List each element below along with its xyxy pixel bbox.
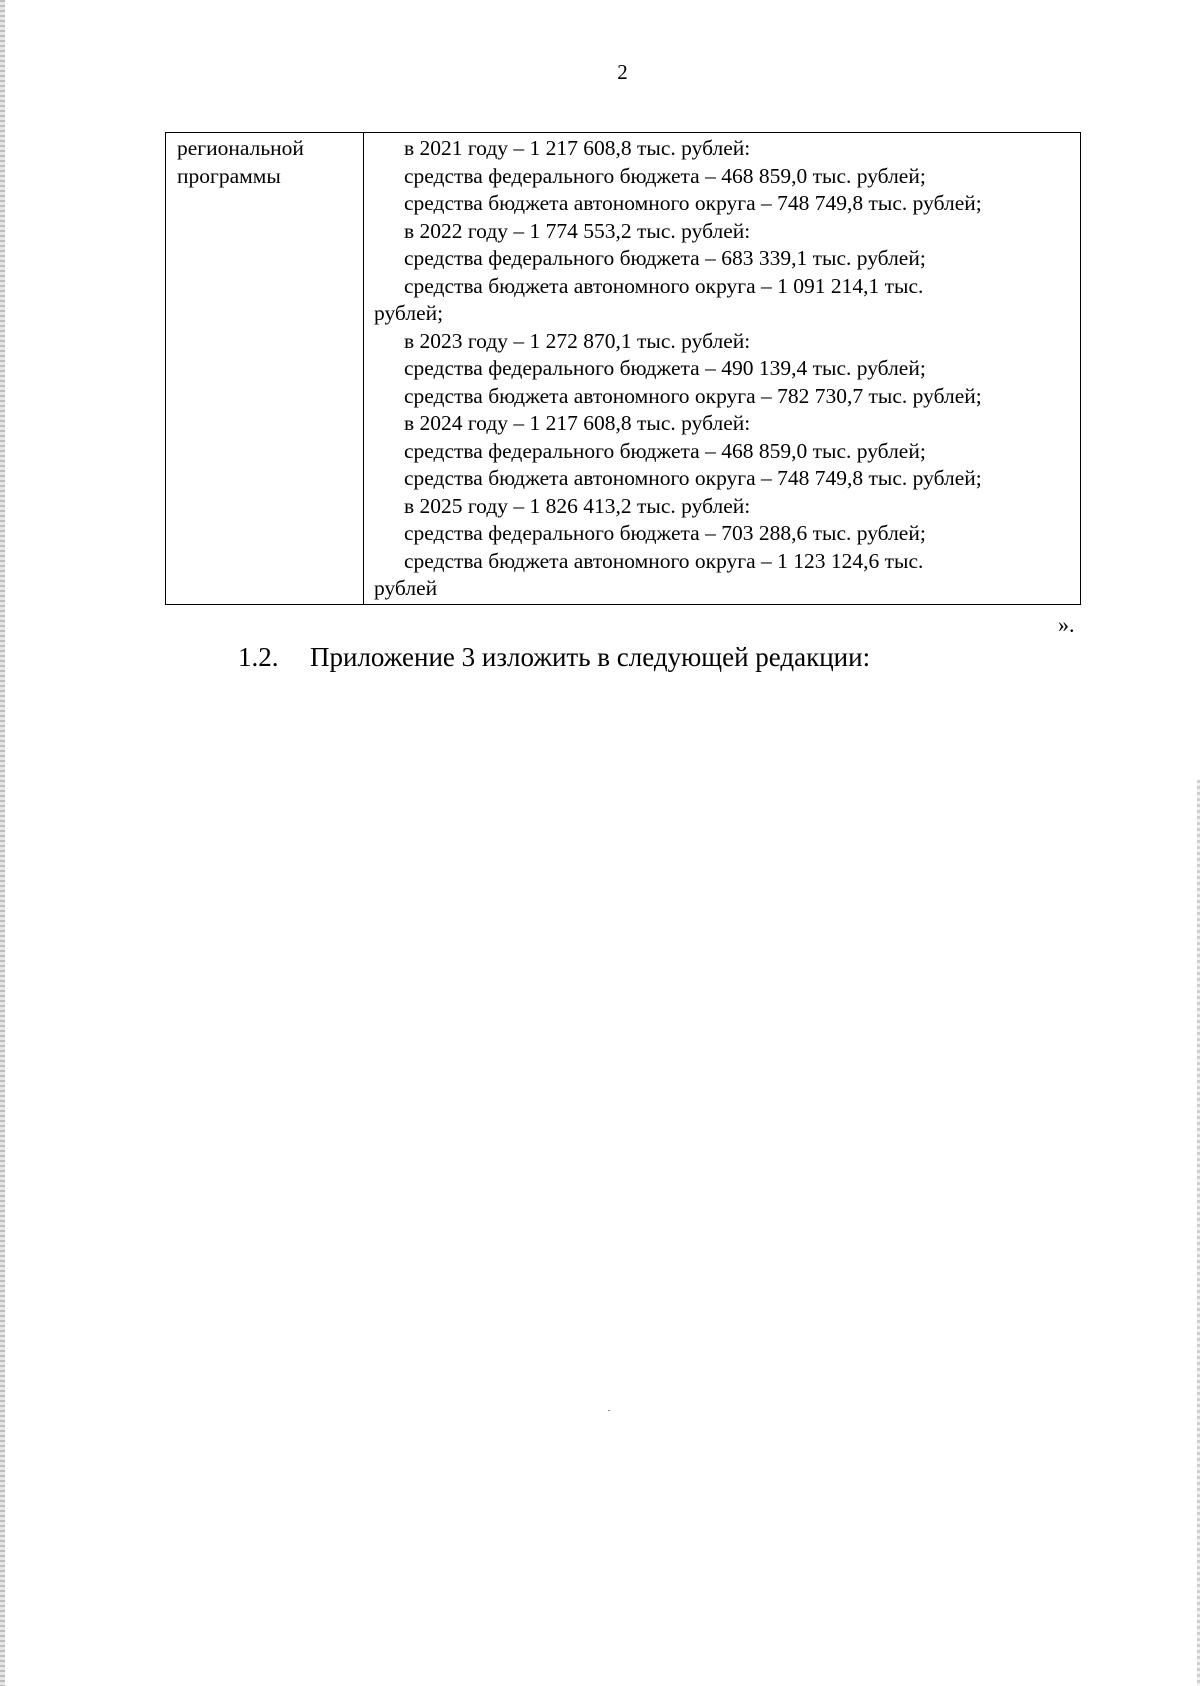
scan-edge-artifact-left xyxy=(0,0,5,1686)
funding-line-2022-federal: средства федерального бюджета – 683 339,1 тыс. рублей; xyxy=(404,246,926,270)
funding-line-2022-total: в 2022 году – 1 774 553,2 тыс. рублей: xyxy=(404,218,751,243)
funding-line-2021-total: в 2021 году – 1 217 608,8 тыс. рублей: xyxy=(404,136,751,160)
funding-line-2023-federal: средства федерального бюджета – 490 139,4 тыс. рублей; xyxy=(404,356,926,380)
funding-line-2021-federal: средства федерального бюджета – 468 859,0 тыс. рублей; xyxy=(404,163,926,188)
scan-speck xyxy=(608,1410,610,1411)
funding-line-2024-total: в 2024 году – 1 217 608,8 тыс. рублей: xyxy=(404,411,751,435)
funding-line-2025-regional-cont: рублей xyxy=(374,576,438,600)
label-line: региональной xyxy=(177,136,304,160)
amendment-paragraph xyxy=(238,640,870,674)
page-number: 2 xyxy=(617,60,628,84)
label-line: программы xyxy=(177,163,281,188)
paragraph-number: 1.2. xyxy=(238,642,279,672)
program-funding-table xyxy=(165,132,1081,605)
funding-line-2023-regional: средства бюджета автономного округа – 782 730,7 тыс. рублей; xyxy=(404,383,982,408)
table-content-cell xyxy=(364,133,1081,605)
funding-line-2023-total: в 2023 году – 1 272 870,1 тыс. рублей: xyxy=(404,328,751,353)
funding-line-2025-regional: средства бюджета автономного округа – 1 123 124,6 тыс. xyxy=(404,548,924,573)
funding-line-2024-federal: средства федерального бюджета – 468 859,0 тыс. рублей; xyxy=(404,438,926,463)
funding-line-2022-regional: средства бюджета автономного округа – 1 091 214,1 тыс. xyxy=(404,273,924,298)
funding-line-2024-regional: средства бюджета автономного округа – 748 749,8 тыс. рублей; xyxy=(404,466,982,490)
table-row xyxy=(166,133,1081,605)
funding-line-2025-federal: средства федерального бюджета – 703 288,6 тыс. рублей; xyxy=(404,521,926,545)
funding-line-2025-total: в 2025 году – 1 826 413,2 тыс. рублей: xyxy=(404,493,751,518)
closing-quote: ». xyxy=(1058,612,1075,637)
paragraph-text: Приложение 3 изложить в следующей редакции: xyxy=(310,642,871,672)
funding-line-2022-regional-cont: рублей; xyxy=(374,301,444,325)
funding-line-2021-regional: средства бюджета автономного округа – 748 749,8 тыс. рублей; xyxy=(404,191,982,215)
table-label-cell xyxy=(166,133,364,605)
